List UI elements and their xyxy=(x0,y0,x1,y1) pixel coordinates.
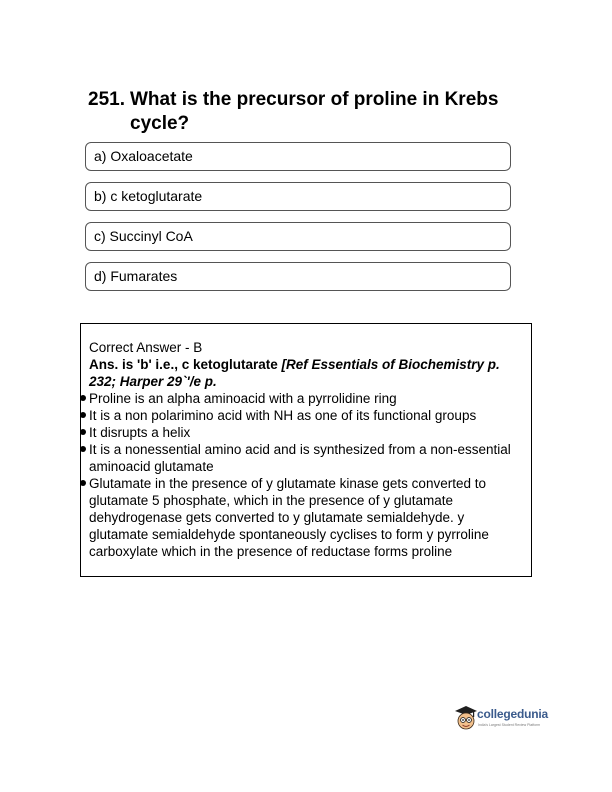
question-text: What is the precursor of proline in Krebs cycle? xyxy=(130,89,499,134)
bullet-icon xyxy=(80,446,86,452)
explanation-list xyxy=(89,390,523,560)
list-item: Glutamate in the presence of y glutamate kinase gets converted to glutamate 5 phosphate, which in the presence of y glutamate dehydrogenase gets converted to y glutamate semialdehyde. y glutamate semialdehyde spontaneously cyclises to form y pyrroline carboxylate which in the presence of reductase forms proline xyxy=(89,475,523,560)
bullet-icon xyxy=(80,429,86,435)
mascot-icon xyxy=(453,704,479,732)
question-number: 251. xyxy=(88,89,125,110)
option-d[interactable]: d) Fumarates xyxy=(85,262,511,291)
list-item: It disrupts a helix xyxy=(89,424,523,441)
answer-reference: [Ref Essentials of Biochemistry p. 232; Harper 29`'/e p. xyxy=(89,357,500,389)
collegedunia-logo xyxy=(453,704,549,734)
option-a[interactable]: a) Oxaloacetate xyxy=(85,142,511,171)
correct-answer-line: Correct Answer - B xyxy=(89,340,203,355)
answer-bold-text: Ans. is 'b' i.e., c ketoglutarate xyxy=(89,357,278,372)
option-b[interactable]: b) c ketoglutarate xyxy=(85,182,511,211)
answer-explanation-box xyxy=(80,323,532,577)
bullet-icon xyxy=(80,395,86,401)
bullet-icon xyxy=(80,412,86,418)
answer-summary xyxy=(89,356,523,390)
brand-name: collegedunia xyxy=(477,707,548,721)
list-item: It is a nonessential amino acid and is synthesized from a non-essential aminoacid glutamate xyxy=(89,441,523,475)
list-item: It is a non polarimino acid with NH as one of its functional groups xyxy=(89,407,523,424)
brand-tagline: India's Largest Student Review Platform xyxy=(478,723,541,727)
option-c[interactable]: c) Succinyl CoA xyxy=(85,222,511,251)
question-heading xyxy=(88,88,508,136)
list-item: Proline is an alpha aminoacid with a pyrrolidine ring xyxy=(89,390,523,407)
bullet-icon xyxy=(80,480,86,486)
